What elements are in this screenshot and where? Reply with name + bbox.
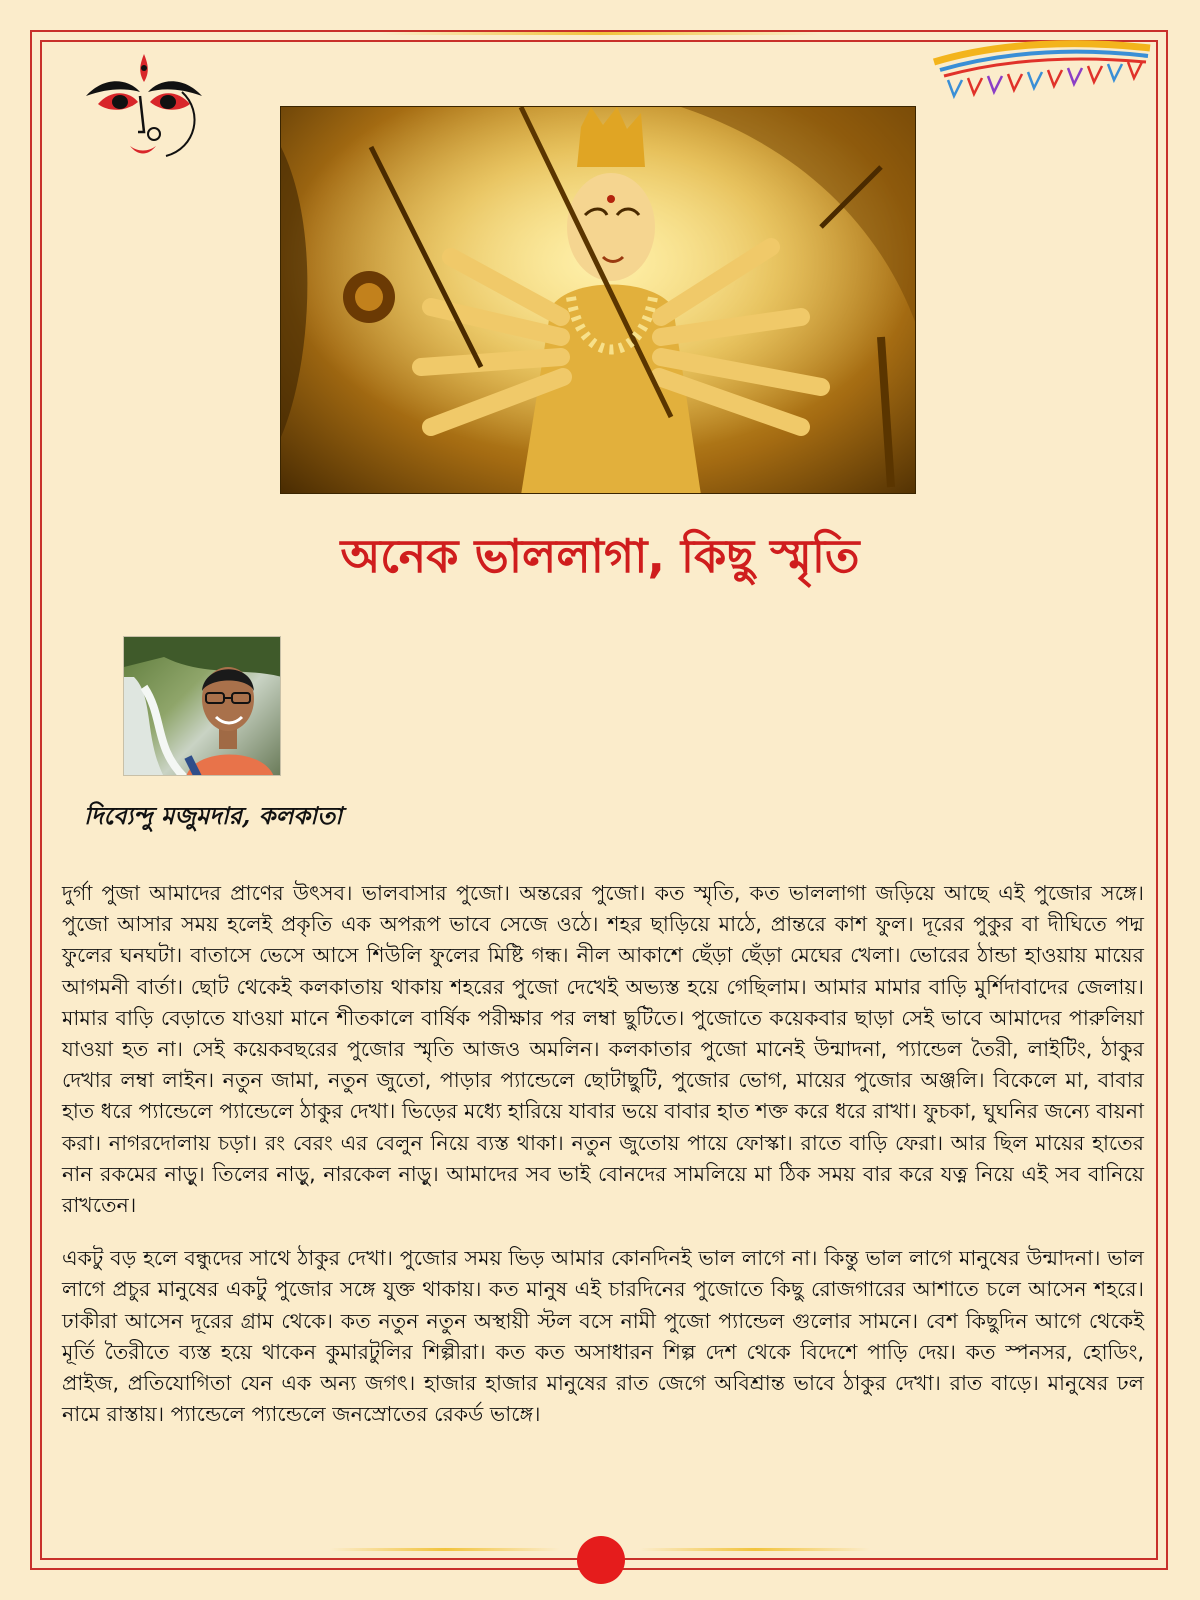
article-paragraph-2: একটু বড় হলে বন্ধুদের সাথে ঠাকুর দেখা। পুজোর সময় ভিড় আমার কোনদিনই ভাল লাগে না। কিন্তু ভাল লাগে মানুষের উন্মাদনা। ভাল লাগে প্রচুর মানুষের একটু পুজোর সঙ্গে যুক্ত থাকায়। কত মানুষ এই চারদিনের পুজোতে কিছু রোজগারের আশাতে চলে আসেন শহরে। ঢাকীরা আসেন দূরের গ্রাম থেকে। কত নতুন নতুন অস্থায়ী স্টল বসে নামী পুজো প্যান্ডেল গুলোর সামনে। বেশ কিছুদিন আগে থেকেই মূর্তি তৈরীতে ব্যস্ত হয়ে থাকেন কুমারটুলির শিল্পীরা। কত কত অসাধারন শিল্প দেশ থেকে বিদেশে পাড়ি দেয়। কত স্পনসর, হোডিং, প্রাইজ, প্রতিযোগিতা যেন এক অন্য জগৎ। হাজার হাজার মানুষের রাত জেগে অবিশ্রান্ত ভাবে ঠাকুর দেখা। রাত বাড়ে। মানুষের ঢল নামে রাস্তায়। প্যান্ডেলে প্যান্ডেলে জনস্রোতের রেকর্ড ভাঙ্গে। — [62, 1246, 1144, 1427]
top-gold-divider — [380, 32, 820, 35]
festive-bunting-icon — [930, 40, 1154, 114]
durga-idol-photo — [280, 106, 916, 494]
author-name: দিব্যেন্দু মজুমদার, কলকাতা — [84, 801, 343, 830]
article-paragraph-1: দুর্গা পুজা আমাদের প্রাণের উৎসব। ভালবাসার পুজো। অন্তরের পুজো। কত স্মৃতি, কত ভাললাগা জড়িয়ে আছে এই পুজোর সঙ্গে। পুজো আসার সময় হলেই প্রকৃতি এক অপরূপ ভাবে সেজে ওঠে। শহর ছাড়িয়ে মাঠে, প্রান্তরে কাশ ফুল। দূরের পুকুর বা দীঘিতে পদ্ম ফুলের ঘনঘটা। বাতাসে ভেসে আসে শিউলি ফুলের মিষ্টি গন্ধ। নীল আকাশে ছেঁড়া ছেঁড়া মেঘের খেলা। ভোরের ঠান্ডা হাওয়ায় মায়ের আগমনী বার্তা। ছোট থেকেই কলকাতায় থাকায় শহরের পুজো দেখেই অভ্যস্ত হয়ে গেছিলাম। আমার মামার বাড়ি মুর্শিদাবাদের জেলায়। মামার বাড়ি বেড়াতে যাওয়া মানে শীতকালে বার্ষিক পরীক্ষার পর লম্বা ছুটিতে। পুজোতে কয়েকবার ছাড়া সেই ভাবে আমাদের পারুলিয়া যাওয়া হত না। সেই কয়েকবছরের পুজোর স্মৃতি আজও অমলিন। কলকাতার পুজো মানেই উন্মাদনা, প্যান্ডেল তৈরী, লাইটিং, ঠাকুর দেখার লম্বা লাইন। নতুন জামা, নতুন জুতো, পাড়ার প্যান্ডেলে ছোটাছুটি, পুজোর ভোগ, মায়ের পুজোর অঞ্জলি। বিকেলে মা, বাবার হাত ধরে প্যান্ডেলে প্যান্ডেলে ঠাকুর দেখা। ভিড়ের মধ্যে হারিয়ে যাবার ভয়ে বাবার হাত শক্ত করে ধরে রাখা। ফুচকা, ঘুঘনির জন্যে বায়না করা। নাগরদোলায় চড়া। রং বেরং এর বেলুন নিয়ে ব্যস্ত থাকা। নতুন জুতোয় পায়ে ফোস্কা। রাতে বাড়ি ফেরা। আর ছিল মায়ের হাতের নান রকমের নাড়ু। তিলের নাড়ু, নারকেল নাড়ু। আমাদের সব ভাই বোনদের সামলিয়ে মা ঠিক সময় বার করে যত্ন নিয়ে এই সব বানিয়ে রাখতেন। — [62, 881, 1144, 1218]
durga-face-icon — [84, 52, 206, 160]
bottom-gold-divider-right — [640, 1548, 870, 1551]
bottom-gold-divider-left — [330, 1548, 560, 1551]
article-body — [62, 878, 1144, 1452]
decorative-red-dot — [577, 1536, 625, 1584]
page-title: অনেক ভাললাগা, কিছু স্মৃতি — [340, 529, 860, 583]
author-photo — [123, 636, 281, 776]
